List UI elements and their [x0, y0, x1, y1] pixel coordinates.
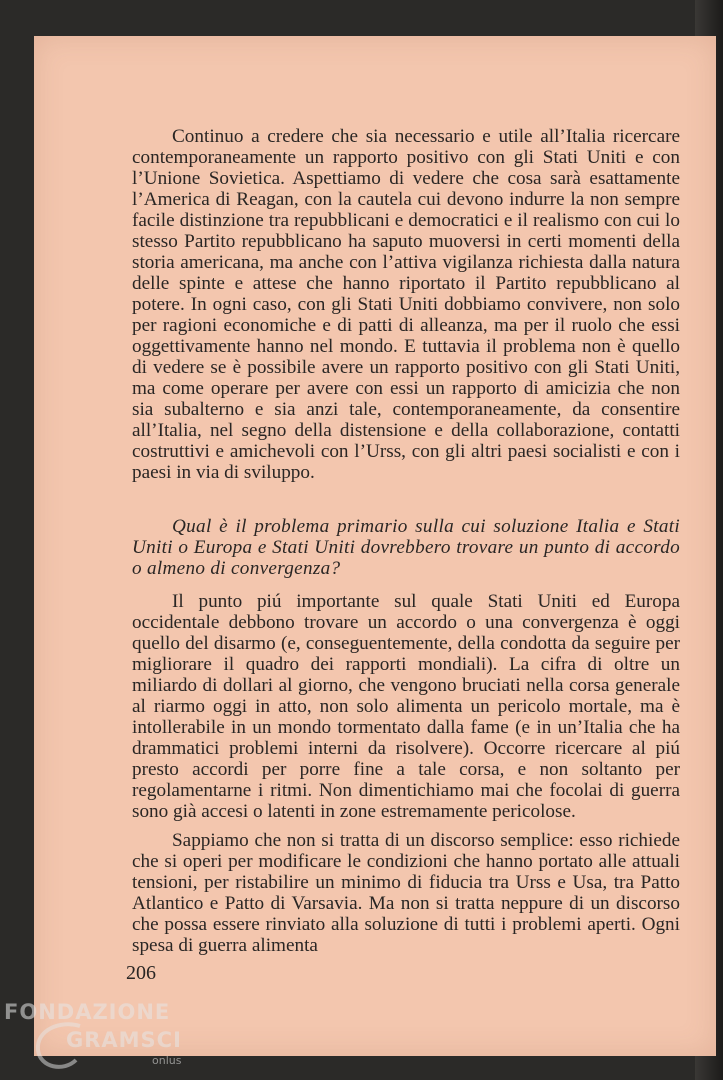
book-page [34, 36, 716, 1056]
interview-question: Qual è il problema primario sulla cui soluzione Italia e Stati Uniti o Europa e Stati Uniti dovrebbero trovare un punto di accordo o almeno di convergenza? [132, 516, 680, 579]
page-number: 206 [126, 962, 156, 984]
watermark-line-1: FONDAZIONE [4, 1000, 171, 1024]
watermark-line-2: GRAMSCI [66, 1028, 182, 1052]
watermark-line-3: onlus [152, 1054, 182, 1067]
answer-block [132, 591, 680, 956]
question-block [132, 516, 680, 579]
fondazione-gramsci-watermark [4, 998, 204, 1078]
paragraph-disarmo: Il punto piú importante sul quale Stati Uniti ed Europa occidentale debbono trovare un accordo o una convergenza è oggi quello del disarmo (e, conseguentemente, della condotta da seguire per migliorare il quadro dei rapporti mondiali). La cifra di oltre un miliardo di dollari al giorno, che vengono bruciati nella corsa generale al riarmo oggi in atto, non solo alimenta un pericolo mortale, ma è intollerabile in un mondo tormentato dalla fame (e in un’Italia che ha drammatici problemi interni da risolvere). Occorre ricercare al piú presto accordi per porre fine a tale corsa, e non soltanto per regolamentarne i ritmi. Non dimentichiamo mai che focolai di guerra sono già accesi o latenti in zone estremamente pericolose. [132, 591, 680, 822]
paragraph-discorso: Sappiamo che non si tratta di un discorso semplice: esso richiede che si operi per modificare le condizioni che hanno portato alle attuali tensioni, per ristabilire un minimo di fiducia tra Urss e Usa, tra Patto Atlantico e Patto di Varsavia. Ma non si tratta neppure di un discorso che possa essere rinviato alla soluzione di tutti i problemi aperti. Ogni spesa di guerra alimenta [132, 830, 680, 956]
paragraph-reagan: Continuo a credere che sia necessario e utile all’Italia ricercare contemporaneamente un rapporto positivo con gli Stati Uniti e con l’Unione Sovietica. Aspettiamo di vedere che cosa sarà esattamente l’America di Reagan, con la cautela cui devono indurre la non sempre facile distinzione tra repubblicani e democratici e il realismo con cui lo stesso Partito repubblicano ha saputo muoversi in certi momenti della storia americana, ma anche con l’attiva vigilanza richiesta dalla natura delle spinte e attese che hanno riportato il Partito repubblicano al potere. In ogni caso, con gli Stati Uniti dobbiamo convivere, non solo per ragioni economiche e di patti di alleanza, ma per il ruolo che essi oggettivamente hanno nel mondo. E tuttavia il problema non è quello di vedere se è possibile avere un rapporto positivo con gli Stati Uniti, ma come operare per avere con essi un rapporto di amicizia che non sia subalterno e sia anzi tale, contemporaneamente, da consentire all’Italia, nel segno della distensione e della collaborazione, contatti costruttivi e amichevoli con l’Urss, con gli altri paesi socialisti e con i paesi in via di sviluppo. [132, 126, 680, 483]
first-paragraph-block [132, 126, 680, 483]
